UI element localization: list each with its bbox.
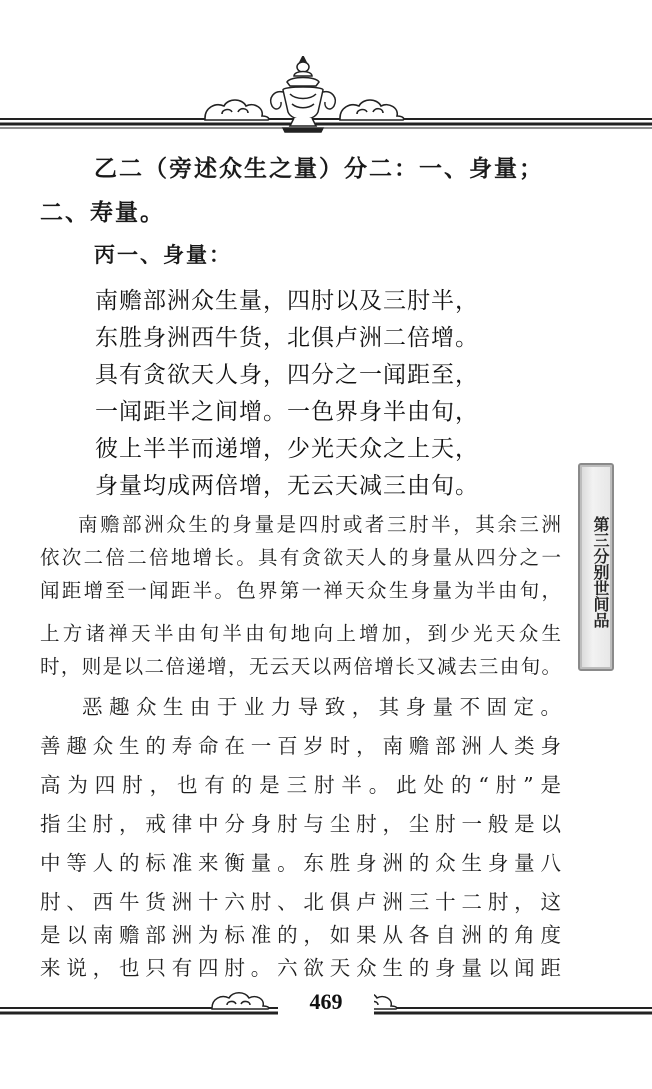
body-line: 恶趣众生由于业力导致，其身量不固定。 — [82, 695, 561, 719]
body-line: 中等人的标准来衡量。东胜身洲的众生身量八 — [40, 851, 561, 875]
page-number: 469 — [309, 989, 343, 1014]
commentary-line: 闻距增至一闻距半。色界第一禅天众生身量为半由旬， — [40, 579, 561, 602]
body-line: 指尘肘，戒律中分身肘与尘肘，尘肘一般是以 — [40, 812, 561, 836]
left-cloud-icon — [205, 100, 269, 120]
verse-line: 南赡部洲众生量，四肘以及三肘半， — [95, 288, 479, 314]
verse-line: 一闻距半之间增。一色界身半由旬， — [95, 399, 479, 425]
body-line: 是以南赡部洲为标准的，如果从各自洲的角度 — [40, 923, 561, 947]
verse-line: 身量均成两倍增，无云天减三由旬。 — [95, 473, 479, 499]
chapter-tab-label: 第三分别世间品 — [591, 516, 610, 628]
commentary-line: 依次二倍二倍地增长。具有贪欲天人的身量从四分之一 — [40, 546, 561, 569]
verse-line: 彼上半半而递增，少光天众之上天， — [95, 436, 479, 462]
commentary-line: 南赡部洲众生的身量是四肘或者三肘半，其余三洲 — [78, 513, 561, 536]
header-ornament — [0, 56, 652, 136]
section-heading-continued: 二、寿量。 — [40, 200, 165, 226]
body-line: 高为四肘，也有的是三肘半。此处的“肘”是 — [40, 773, 561, 797]
verse-line: 具有贪欲天人身，四分之一闻距至， — [95, 362, 479, 388]
body-line: 肘、西牛货洲十六肘、北俱卢洲三十二肘，这 — [40, 890, 561, 914]
body-line: 来说，也只有四肘。六欲天众生的身量以闻距 — [40, 956, 561, 980]
commentary-line: 上方诸禅天半由旬半由旬地向上增加，到少光天众生 — [40, 622, 561, 645]
footer-left-cloud-icon — [212, 993, 269, 1009]
body-line: 善趣众生的寿命在一百岁时，南赡部洲人类身 — [40, 734, 561, 758]
section-heading: 乙二（旁述众生之量）分二：一、身量； — [94, 156, 544, 182]
commentary-line: 时，则是以二倍递增，无云天以两倍增长又减去三由旬。 — [40, 655, 561, 678]
chapter-side-tab — [578, 463, 614, 671]
treasure-vase-icon — [271, 56, 336, 132]
subsection-heading: 丙一、身量： — [94, 243, 232, 267]
header-rule — [0, 119, 652, 128]
verse-line: 东胜身洲西牛货，北俱卢洲二倍增。 — [95, 325, 479, 351]
right-cloud-icon — [340, 100, 404, 120]
